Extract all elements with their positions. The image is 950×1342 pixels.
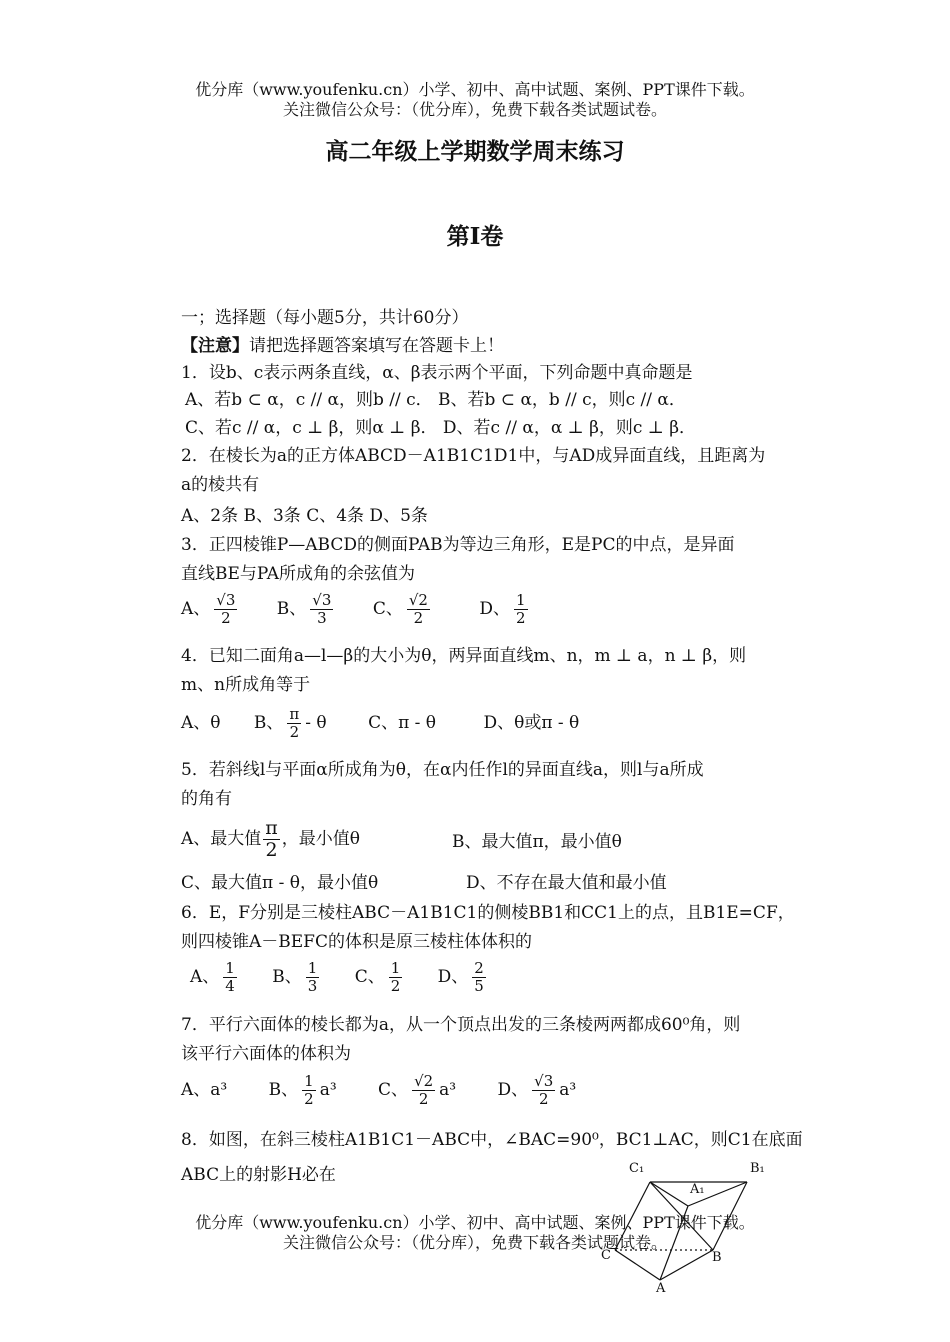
q7-option-a: A、a³ <box>181 1080 228 1100</box>
q3-option-b: B、 $\frac{√3}{3}$ <box>276 591 332 627</box>
q3-option-a: A、 $\frac{√3}{2}$ <box>181 591 236 627</box>
q5-option-a: A、最大值 $\frac{\pi}{2}$ ，最小值θ <box>181 817 361 861</box>
q5-stem-2: 的角有 <box>181 789 232 809</box>
notice <box>181 334 504 358</box>
volume-title: 第Ⅰ卷 <box>446 223 504 250</box>
footer-line-1: 优分库（www.youfenku.cn）小学、初中、高中试题、案例、PPT课件下载。 <box>195 1213 755 1232</box>
notice-label: 【注意】 <box>181 336 249 356</box>
q2-options: A、2条 B、3条 C、4条 D、5条 <box>181 506 428 526</box>
q7-stem-2: 该平行六面体的体积为 <box>181 1044 351 1064</box>
q6-option-a: A、 $\frac{1}{4}$ <box>190 959 235 995</box>
q4-option-b: B、 $\frac{\pi}{2}$ - θ <box>253 705 327 741</box>
q5-option-d: D、不存在最大值和最小值 <box>466 873 667 893</box>
q4-options <box>181 706 579 741</box>
q4-option-c: C、π - θ <box>368 713 437 733</box>
q5-option-b: B、最大值π，最小值θ <box>452 832 622 852</box>
q1-stem: 1．设b、c表示两条直线，α、β表示两个平面，下列命题中真命题是 <box>181 363 693 383</box>
q6-stem-1: 6．E，F分别是三棱柱ABC－A1B1C1的侧棱BB1和CC1上的点，且B1E=CF， <box>181 903 795 923</box>
label-a1: A₁ <box>690 1182 705 1197</box>
label-a: A <box>656 1281 666 1296</box>
q3-option-d: D、 $\frac{1}{2}$ <box>479 591 526 627</box>
q2-stem-1: 2．在棱长为a的正方体ABCD－A1B1C1D1中，与AD成异面直线，且距离为 <box>181 446 766 466</box>
q3-options <box>181 592 532 627</box>
label-b: B <box>712 1250 722 1265</box>
q3-option-c: C、 $\frac{√2}{2}$ <box>372 591 428 627</box>
q4-stem-1: 4．已知二面角a—l—β的大小为θ，两异面直线m、n，m ⊥ a，n ⊥ β，则 <box>181 646 747 666</box>
q5-option-c: C、最大值π - θ，最小值θ <box>181 873 379 893</box>
label-b1: B₁ <box>750 1161 765 1176</box>
notice-text: 请把选择题答案填写在答题卡上！ <box>249 336 504 356</box>
header-line-2: 关注微信公众号：（优分库），免费下载各类试题试卷。 <box>282 100 667 119</box>
q6-options <box>190 960 490 995</box>
q3-stem-2: 直线BE与PA所成角的余弦值为 <box>181 564 416 584</box>
q7-option-c: C、 $\frac{√2}{2}$ a³ <box>378 1072 457 1108</box>
q7-option-d: D、 $\frac{√3}{2}$ a³ <box>497 1072 577 1108</box>
q7-option-b: B、 $\frac{1}{2}$ a³ <box>268 1072 337 1108</box>
q8-stem-2: ABC上的射影H必在 <box>181 1165 336 1185</box>
header-line-1: 优分库（www.youfenku.cn）小学、初中、高中试题、案例、PPT课件下载。 <box>195 80 755 99</box>
q6-stem-2: 则四棱锥A－BEFC的体积是原三棱柱体体积的 <box>181 932 532 952</box>
section-heading: 一；选择题（每小题5分，共计60分） <box>181 308 469 328</box>
q6-option-c: C、 $\frac{1}{2}$ <box>354 959 401 995</box>
q7-stem-1: 7．平行六面体的棱长都为a，从一个顶点出发的三条棱两两都成60⁰角，则 <box>181 1015 741 1035</box>
q6-option-b: B、 $\frac{1}{3}$ <box>272 959 318 995</box>
q3-stem-1: 3．正四棱锥P—ABCD的侧面PAB为等边三角形，E是PC的中点，是异面 <box>181 535 735 555</box>
q8-stem-1: 8．如图，在斜三棱柱A1B1C1－ABC中，∠BAC=90⁰，BC1⊥AC，则C1在底面 <box>181 1130 803 1150</box>
q6-option-d: D、 $\frac{2}{5}$ <box>437 959 484 995</box>
edge-a-b <box>660 1250 713 1280</box>
q2-stem-2: a的棱共有 <box>181 475 260 495</box>
q1-options-ab: A、若b ⊂ α，c // α，则b // c． B、若b ⊂ α，b // c，则c // α． <box>185 390 686 410</box>
footer-line-2: 关注微信公众号：（优分库），免费下载各类试题试卷。 <box>282 1233 667 1252</box>
q7-options <box>181 1073 576 1108</box>
q5-stem-1: 5．若斜线l与平面α所成角为θ，在α内任作l的异面直线a，则l与a所成 <box>181 760 704 780</box>
edge-c-a <box>615 1250 660 1280</box>
q4-option-d: D、θ或π - θ <box>483 713 580 733</box>
q1-options-cd: C、若c // α，c ⊥ β，则α ⊥ β． D、若c // α，α ⊥ β，则c ⊥ β． <box>185 418 697 438</box>
label-c1: C₁ <box>629 1161 645 1176</box>
q4-option-a: A、θ <box>181 713 221 733</box>
q4-stem-2: m、n所成角等于 <box>181 675 311 695</box>
label-c: C <box>601 1248 611 1263</box>
page-title: 高二年级上学期数学周末练习 <box>325 138 625 165</box>
